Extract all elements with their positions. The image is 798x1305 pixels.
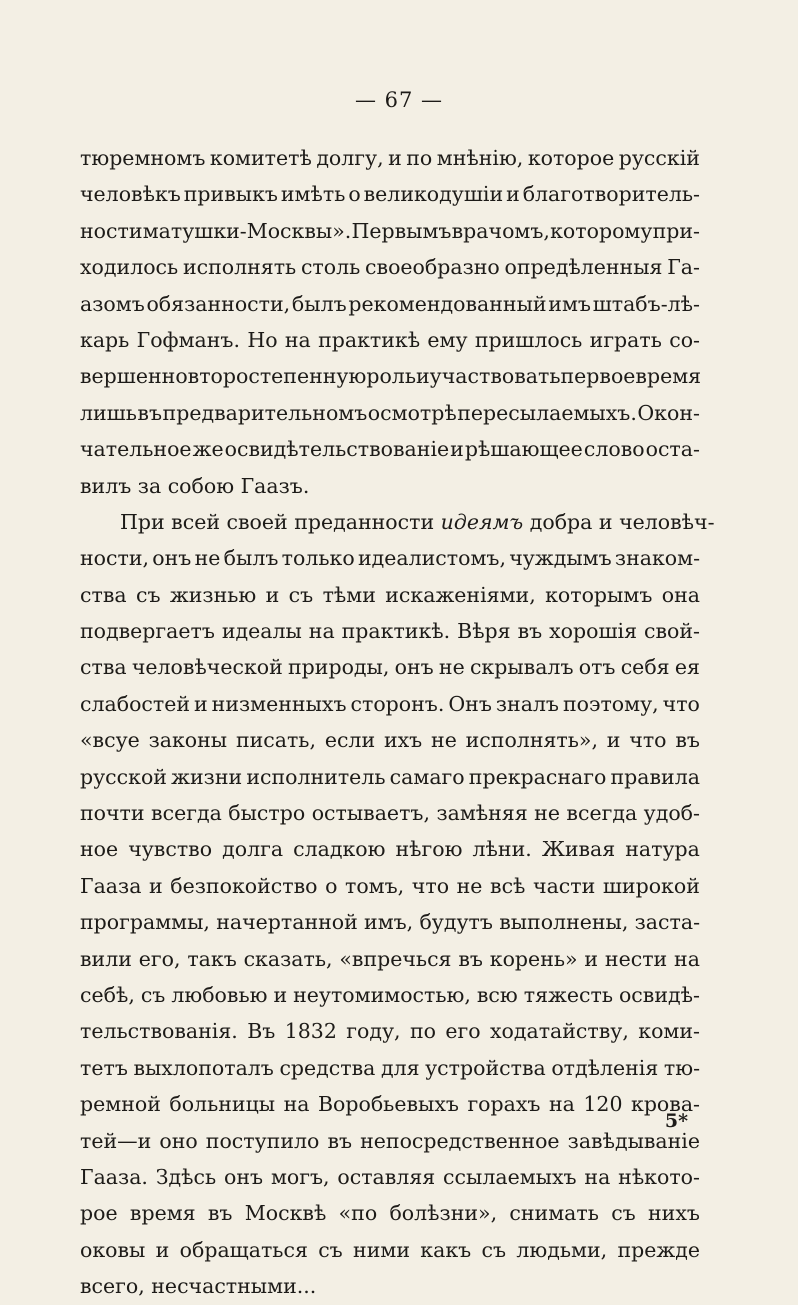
word: и xyxy=(506,182,520,207)
word: и xyxy=(388,146,402,170)
word: Здѣсь xyxy=(155,1164,217,1189)
word: о xyxy=(348,182,361,207)
text-line xyxy=(80,1123,700,1159)
word: на xyxy=(548,1092,575,1117)
line-text xyxy=(80,504,715,540)
text-line xyxy=(80,868,700,904)
word: практикѣ. xyxy=(341,619,451,644)
line-text: всего, несчастными... xyxy=(80,1274,317,1299)
word: быстро xyxy=(228,801,306,826)
word: предварительномъ xyxy=(162,400,368,425)
word: комитетѣ xyxy=(209,146,312,170)
text-line xyxy=(80,140,700,176)
word: на xyxy=(283,1092,310,1117)
word: подвергаетъ xyxy=(80,619,215,644)
word: Онъ xyxy=(448,691,492,716)
text-line xyxy=(80,1195,700,1231)
word: замѣняя xyxy=(436,801,528,826)
text-line xyxy=(80,977,700,1013)
word: себѣ, xyxy=(80,982,135,1007)
word: хорошія xyxy=(549,619,638,644)
word: и xyxy=(606,728,621,753)
word: рое xyxy=(80,1201,118,1226)
word: ности, xyxy=(80,546,150,571)
word: при- xyxy=(652,218,700,243)
word: ное xyxy=(80,837,119,862)
word: со- xyxy=(669,327,700,352)
word: практикѣ xyxy=(318,327,421,352)
word: Окон- xyxy=(637,400,700,425)
word: освидѣтельствованіе xyxy=(224,437,450,462)
word: и xyxy=(273,982,288,1007)
word: опредѣленныя xyxy=(504,255,663,280)
word: поэтому, xyxy=(562,691,659,716)
word: русскій xyxy=(618,146,700,170)
word: слово xyxy=(583,437,645,462)
word: рекомендованный xyxy=(348,291,547,316)
word: своеобразно xyxy=(365,255,500,280)
word: «впречься xyxy=(339,946,452,971)
word: пересылаемыхъ. xyxy=(457,400,637,425)
word: осмотрѣ xyxy=(367,400,457,425)
word: врачомъ, xyxy=(451,218,550,243)
word: больницы xyxy=(169,1092,276,1117)
text-line xyxy=(80,286,700,322)
word: жизни xyxy=(171,764,243,789)
word: Га- xyxy=(667,255,700,280)
word: первое xyxy=(560,364,636,389)
word: не xyxy=(438,655,465,680)
word: широкой xyxy=(602,873,700,898)
word: искаженіями, xyxy=(385,582,536,607)
word: жизнью xyxy=(169,582,257,607)
word: Въ xyxy=(247,1019,276,1044)
word: съ xyxy=(481,1237,507,1262)
word: могъ, xyxy=(270,1164,330,1189)
word: чуждымъ xyxy=(509,546,612,571)
word: и xyxy=(265,582,280,607)
word: съ xyxy=(140,982,166,1007)
text-line xyxy=(80,504,715,540)
word: прежде xyxy=(617,1237,700,1262)
word: Гофманъ. xyxy=(136,327,240,352)
word: нихъ xyxy=(648,1201,700,1226)
word: съ xyxy=(318,1237,343,1262)
text-line xyxy=(80,322,700,358)
text-line xyxy=(80,759,700,795)
word: устройства xyxy=(425,1055,546,1080)
word: которымъ xyxy=(545,582,653,607)
word: заста- xyxy=(634,910,700,935)
word: имъ xyxy=(548,291,591,316)
word: былъ xyxy=(291,291,347,316)
word: будутъ xyxy=(419,910,493,935)
word: тѣми xyxy=(322,582,376,607)
word: ея xyxy=(674,655,700,680)
word: году, xyxy=(346,1019,401,1044)
word: природы, xyxy=(288,655,390,680)
word: ремной xyxy=(80,1092,161,1117)
word: онъ xyxy=(224,1164,264,1189)
word: всѣ xyxy=(490,873,526,898)
word: Москвѣ xyxy=(244,1201,327,1226)
word: въ xyxy=(675,728,700,753)
word: низменныхъ xyxy=(211,691,347,716)
word: ства xyxy=(80,582,127,607)
word: ему xyxy=(427,327,468,352)
word: онъ xyxy=(152,546,192,571)
word: отъ xyxy=(578,655,616,680)
text-line xyxy=(80,176,700,212)
word: безпокойство xyxy=(170,873,318,898)
word: тей—и xyxy=(80,1128,152,1153)
word: ними xyxy=(353,1237,410,1262)
word: что xyxy=(629,728,667,753)
word: былъ xyxy=(223,546,279,571)
word: время xyxy=(129,1201,196,1226)
word: Вѣря xyxy=(457,619,511,644)
word: азомъ xyxy=(80,291,145,316)
word: завѣдываніе xyxy=(567,1128,700,1153)
word: ссылаемыхъ xyxy=(443,1164,577,1189)
word: не xyxy=(194,546,221,571)
word: ходатайству, xyxy=(489,1019,629,1044)
word: русской xyxy=(80,764,167,789)
word: знаком- xyxy=(614,546,700,571)
word: которое xyxy=(527,146,615,170)
text-line xyxy=(80,431,700,467)
word: почти xyxy=(80,801,145,826)
word: и xyxy=(194,691,208,716)
word: на xyxy=(308,619,335,644)
word: снимать xyxy=(509,1201,599,1226)
word: для xyxy=(380,1055,420,1080)
word: остываетъ, xyxy=(311,801,430,826)
word: людьми, xyxy=(516,1237,608,1262)
word: Гааза. xyxy=(80,1164,148,1189)
word: второстепенную xyxy=(187,364,367,389)
italic-word: идеямъ xyxy=(440,509,524,534)
word: обязанности, xyxy=(146,291,291,316)
word: оста- xyxy=(645,437,700,462)
word: она xyxy=(661,582,700,607)
text-line xyxy=(80,249,700,285)
line-text: вилъ за собою Гаазъ. xyxy=(80,473,310,498)
word: великодушіи xyxy=(363,182,504,207)
word: что xyxy=(411,873,450,898)
word: на xyxy=(584,1164,611,1189)
word: въ xyxy=(137,400,163,425)
word: его xyxy=(445,1019,481,1044)
word: законы xyxy=(148,728,228,753)
text-line xyxy=(80,1013,700,1049)
word: Воробьевыхъ xyxy=(317,1092,459,1117)
line-text-part: добра и человѣч- xyxy=(529,509,715,534)
signature-mark: 5* xyxy=(664,1110,688,1132)
word: отдѣленія xyxy=(551,1055,659,1080)
word: на xyxy=(284,327,311,352)
word: вершенно xyxy=(80,364,188,389)
word: штабъ-лѣ- xyxy=(592,291,700,316)
word: роль xyxy=(366,364,416,389)
word: если xyxy=(324,728,376,753)
word: «по xyxy=(338,1201,378,1226)
word: въ xyxy=(458,946,483,971)
word: правила xyxy=(610,764,700,789)
word: матушки-Москвы». xyxy=(142,218,352,243)
word: оно xyxy=(159,1128,198,1153)
word: неутомимостью, xyxy=(293,982,471,1007)
word: нести xyxy=(604,946,668,971)
word: обращаться xyxy=(179,1237,308,1262)
word: человѣческой xyxy=(131,655,283,680)
text-line xyxy=(80,213,700,249)
word: поступило xyxy=(205,1128,320,1153)
word: и xyxy=(450,437,464,462)
word: такъ xyxy=(187,946,237,971)
word: корень» xyxy=(489,946,578,971)
text-line xyxy=(80,577,700,613)
text-line xyxy=(80,1050,700,1086)
word: исполнять», xyxy=(465,728,598,753)
word: идеалы xyxy=(221,619,302,644)
word: лишь xyxy=(80,400,137,425)
word: не xyxy=(456,873,483,898)
word: съ xyxy=(288,582,314,607)
text-line xyxy=(80,795,700,831)
word: нѣкото- xyxy=(618,1164,700,1189)
word: сказать, xyxy=(243,946,333,971)
word: не xyxy=(534,801,560,826)
word: не xyxy=(431,728,457,753)
word: чувство xyxy=(128,837,213,862)
text-line xyxy=(80,831,700,867)
word: въ xyxy=(327,1128,353,1153)
word: о xyxy=(325,873,338,898)
word: только xyxy=(281,546,355,571)
word: болѣзни», xyxy=(389,1201,498,1226)
text-line xyxy=(80,1159,700,1195)
word: же xyxy=(192,437,224,462)
word: освидѣ- xyxy=(618,982,700,1007)
word: части xyxy=(533,873,596,898)
word: какъ xyxy=(420,1237,472,1262)
word: зналъ xyxy=(495,691,559,716)
word: начертанной xyxy=(216,910,358,935)
word: человѣкъ xyxy=(80,182,181,207)
word: пришлось xyxy=(474,327,583,352)
text-line xyxy=(80,468,700,504)
word: карь xyxy=(80,327,130,352)
text-line xyxy=(80,1232,700,1268)
text-line xyxy=(80,649,700,685)
word: самаго xyxy=(389,764,465,789)
word: по xyxy=(406,146,433,170)
word: Первымъ xyxy=(351,218,452,243)
word: съ xyxy=(611,1201,636,1226)
word: оковы xyxy=(80,1237,146,1262)
word: играть xyxy=(589,327,662,352)
word: томъ, xyxy=(345,873,405,898)
word: рѣшающее xyxy=(464,437,583,462)
text-line xyxy=(80,1268,700,1304)
word: тетъ xyxy=(80,1055,128,1080)
word: «всуе xyxy=(80,728,140,753)
word: Гааза xyxy=(80,873,142,898)
word: удоб- xyxy=(643,801,700,826)
word: и xyxy=(149,873,163,898)
word: свой- xyxy=(643,619,700,644)
line-text-part: При всей своей преданности xyxy=(120,509,435,534)
word: крова- xyxy=(631,1092,700,1117)
body-text xyxy=(80,140,715,1305)
text-line xyxy=(80,904,700,940)
text-line xyxy=(80,395,700,431)
word: благотворитель- xyxy=(522,182,700,207)
word: въ xyxy=(207,1201,233,1226)
word: ихъ xyxy=(383,728,423,753)
word: его, xyxy=(138,946,181,971)
word: всегда xyxy=(151,801,222,826)
word: оставляя xyxy=(337,1164,436,1189)
word: выхлопоталъ xyxy=(133,1055,274,1080)
word: чательное xyxy=(80,437,192,462)
word: долга xyxy=(222,837,284,862)
text-line xyxy=(80,686,700,722)
word: привыкъ xyxy=(183,182,278,207)
text-line xyxy=(80,358,700,394)
word: ходилось xyxy=(80,255,179,280)
word: идеалистомъ, xyxy=(357,546,506,571)
text-line xyxy=(80,941,700,977)
word: ства xyxy=(80,655,127,680)
word: слабостей xyxy=(80,691,191,716)
word: тельствованія. xyxy=(80,1019,238,1044)
word: 1832 xyxy=(284,1019,337,1044)
word: что xyxy=(662,691,700,716)
text-line xyxy=(80,613,700,649)
word: сладкою xyxy=(293,837,386,862)
word: всю xyxy=(476,982,518,1007)
word: ности xyxy=(80,218,143,243)
word: и xyxy=(416,364,430,389)
page-number: — 67 — xyxy=(354,88,444,112)
word: исполнять xyxy=(182,255,297,280)
word: исполнитель xyxy=(246,764,386,789)
word: имѣть xyxy=(280,182,346,207)
text-line xyxy=(80,1086,700,1122)
word: на xyxy=(674,946,700,971)
word: и xyxy=(584,946,599,971)
word: и xyxy=(155,1237,170,1262)
word: средства xyxy=(279,1055,376,1080)
word: тюремномъ xyxy=(80,146,206,170)
text-line xyxy=(80,540,700,576)
word: участвовать xyxy=(429,364,561,389)
word: имъ, xyxy=(364,910,414,935)
word: тяжесть xyxy=(523,982,613,1007)
word: лѣни. xyxy=(472,837,532,862)
word: себя xyxy=(620,655,670,680)
text-line xyxy=(80,722,700,758)
word: которому xyxy=(550,218,653,243)
word: 120 xyxy=(583,1092,623,1117)
word: коми- xyxy=(638,1019,700,1044)
word: прекраснаго xyxy=(468,764,607,789)
word: непосредственное xyxy=(360,1128,560,1153)
word: столь xyxy=(300,255,361,280)
word: всегда xyxy=(566,801,638,826)
word: выполнены, xyxy=(499,910,629,935)
word: натура xyxy=(625,837,700,862)
word: программы, xyxy=(80,910,210,935)
word: съ xyxy=(135,582,161,607)
word: тю- xyxy=(663,1055,700,1080)
word: Но xyxy=(247,327,278,352)
word: скрывалъ xyxy=(469,655,574,680)
word: Живая xyxy=(541,837,616,862)
word: долгу, xyxy=(316,146,384,170)
word: писать, xyxy=(235,728,316,753)
word: горахъ xyxy=(467,1092,541,1117)
word: нѣгою xyxy=(395,837,463,862)
word: время xyxy=(635,364,702,389)
word: по xyxy=(409,1019,436,1044)
word: вили xyxy=(80,946,132,971)
word: сторонъ. xyxy=(350,691,445,716)
word: мнѣнію, xyxy=(436,146,524,170)
word: любовью xyxy=(171,982,268,1007)
word: онъ xyxy=(394,655,434,680)
word: въ xyxy=(517,619,543,644)
